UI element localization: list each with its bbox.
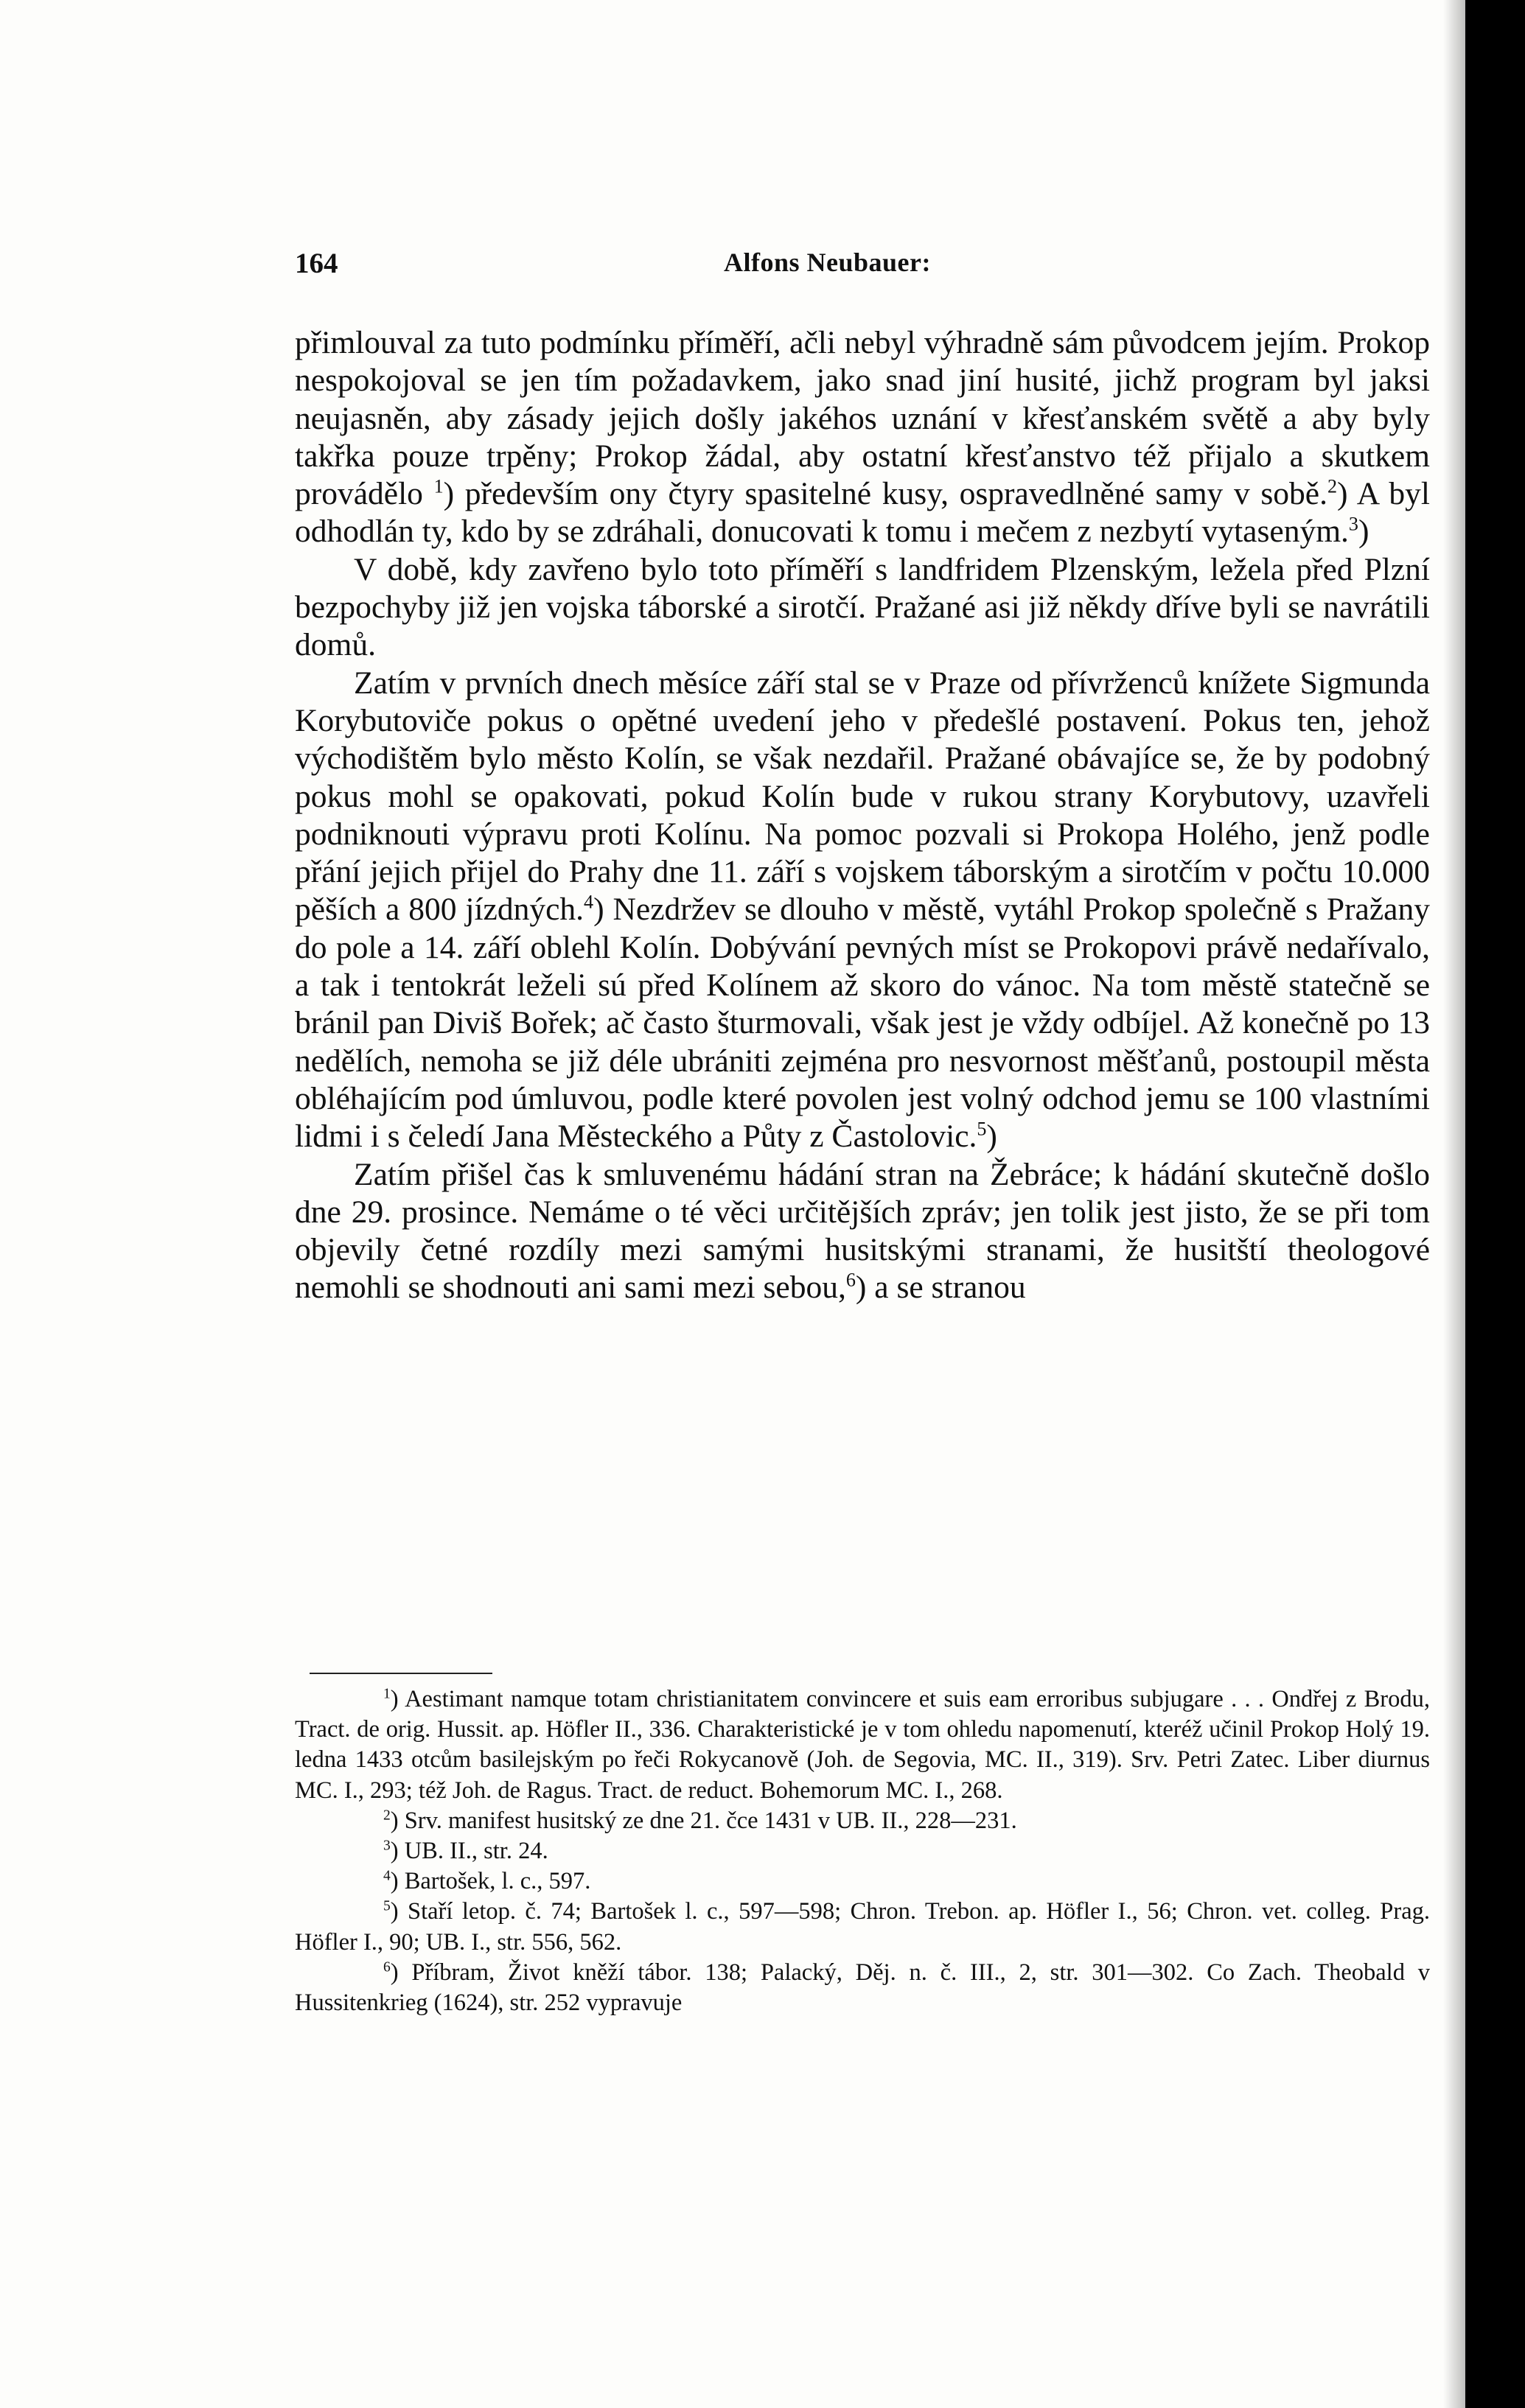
paragraph-3	[295, 665, 1430, 1156]
text-segment: Zatím v prvních dnech měsíce září stal se v Praze od přívrženců knížete Sigmunda Korybutoviče pokus o opětné uvedení jeho v předešlé postavení. Pokus ten, jehož východištěm bylo město Kolín, se však nezdařil. Pražané obávajíce se, že by podobný pokus mohl se opakovati, pokud Kolín bude v rukou strany Korybutovy, uzavřeli podniknouti výpravu proti Kolínu. Na pomoc pozvali si Prokopa Holého, jenž podle přání jejich přijel do Prahy dne 11. září s vojskem táborským a sirotčím v počtu 10.000 pěších a 800 jízdných.	[295, 665, 1430, 928]
page-header	[295, 247, 1437, 284]
footnote-2	[295, 1806, 1430, 1836]
footnote-text: ) Bartošek, l. c., 597.	[390, 1868, 591, 1895]
footnote-3	[295, 1836, 1430, 1866]
footnote-ref-4: 4	[584, 891, 594, 913]
footnote-4	[295, 1866, 1430, 1897]
footnote-ref-5: 5	[977, 1118, 987, 1140]
footnote-number: 4	[383, 1868, 391, 1884]
footnote-6	[295, 1958, 1430, 2018]
footnote-ref-1: 1	[433, 475, 444, 497]
footnote-1	[295, 1684, 1430, 1806]
text-segment: Zatím přišel čas k smluvenému hádání stran na Žebráce; k hádání skutečně došlo dne 29. prosince. Nemáme o té věci určitějších zpráv; jen tolik jest jisto, že se při tom objevily četné rozdíly mezi samými husitskými stranami, že husitští theologové nemohli se shodnouti ani sami mezi sebou,	[295, 1156, 1430, 1306]
footnote-text: ) Aestimant namque totam christianitatem convincere et suis eam erroribus subjugare . . . Ondřej z Brodu, Tract. de orig. Hussit. ap. Höfler II., 336. Charakteristické je v tom ohledu napomenutí, kteréž učinil Prokop Holý 19. ledna 1433 otcům basilejským po řeči Rokycanově (Joh. de Segovia, MC. II., 319). Srv. Petri Zatec. Liber diurnus MC. I., 293; též Joh. de Ragus. Tract. de reduct. Bohemorum MC. I., 268.	[295, 1686, 1430, 1804]
main-text	[295, 324, 1430, 1307]
footnote-5	[295, 1897, 1430, 1957]
footnote-text: ) UB. II., str. 24.	[390, 1838, 548, 1865]
text-segment: ) A byl odhodlán ty, kdo by se zdráhali, donucovati k tomu i mečem z nezbytí vytaseným.	[295, 476, 1430, 550]
footnote-ref-3: 3	[1348, 513, 1358, 535]
page-edge-shadow	[1443, 0, 1465, 2408]
text-segment: přimlouval za tuto podmínku příměří, ačli nebyl výhradně sám původcem jejím. Prokop nespokojoval se jen tím požadavkem, jako snad jiní husité, jichž program byl jaksi neujasněn, aby zásady jejich došly jakéhos uznání v křesťanském světě a aby byly takřka pouze trpěny; Prokop žádal, aby ostatní křesťanstvo též přijalo a skutkem provádělo	[295, 325, 1430, 512]
footnote-divider	[310, 1673, 492, 1674]
footnote-number: 6	[383, 1959, 391, 1975]
footnote-text: ) Příbram, Život kněží tábor. 138; Palacký, Děj. n. č. III., 2, str. 301—302. Co Zach. Theobald v Hussitenkrieg (1624), str. 252 vypravuje	[295, 1959, 1430, 2017]
footnote-text: ) Srv. manifest husitský ze dne 21. čce 1431 v UB. II., 228—231.	[390, 1807, 1017, 1834]
text-segment: ) a se stranou	[855, 1270, 1026, 1306]
footnote-text: ) Staří letop. č. 74; Bartošek l. c., 597—598; Chron. Trebon. ap. Höfler I., 56; Chron. vet. colleg. Prag. Höfler I., 90; UB. I., str. 556, 562.	[295, 1898, 1430, 1956]
footnote-number: 5	[383, 1898, 391, 1914]
text-segment: ) Nezdržev se dlouho v městě, vytáhl Prokop společně s Pražany do pole a 14. září oblehl Kolín. Dobývání pevných míst se Prokopovi právě nedařívalo, a tak i tentokrát leželi sú před Kolínem až skoro do vánoc. Na tom městě statečně se bránil pan Diviš Bořek; ač často šturmovali, však jest je vždy odbíjel. Až konečně po 13 nedělích, nemoha se již déle ubrániti zejména pro nesvornost měšťanů, postoupil města obléhajícím pod úmluvou, podle které povolen jest volný odchod jemu se 100 vlastními lidmi i s čeledí Jana Městeckého a Půty z Častolovic.	[295, 892, 1430, 1155]
footnote-number: 2	[383, 1807, 391, 1824]
paragraph-4	[295, 1156, 1430, 1307]
paragraph-2: V době, kdy zavřeno bylo toto příměří s landfridem Plzenským, ležela před Plzní bezpochyby již jen vojska táborské a sirotčí. Pražané asi již někdy dříve byli se navrátili domů.	[295, 551, 1430, 663]
footnotes	[295, 1684, 1430, 2018]
footnote-number: 3	[383, 1838, 391, 1854]
page-number: 164	[295, 248, 338, 279]
footnote-ref-2: 2	[1327, 475, 1338, 497]
text-segment: )	[986, 1119, 997, 1155]
paragraph-1	[295, 324, 1430, 551]
text-segment: )	[1358, 514, 1369, 550]
running-head: Alfons Neubauer:	[724, 248, 932, 277]
footnote-ref-6: 6	[845, 1269, 856, 1291]
text-segment: ) především ony čtyry spasitelné kusy, ospravedlněné samy v sobě.	[443, 476, 1327, 512]
footnote-number: 1	[383, 1686, 391, 1702]
